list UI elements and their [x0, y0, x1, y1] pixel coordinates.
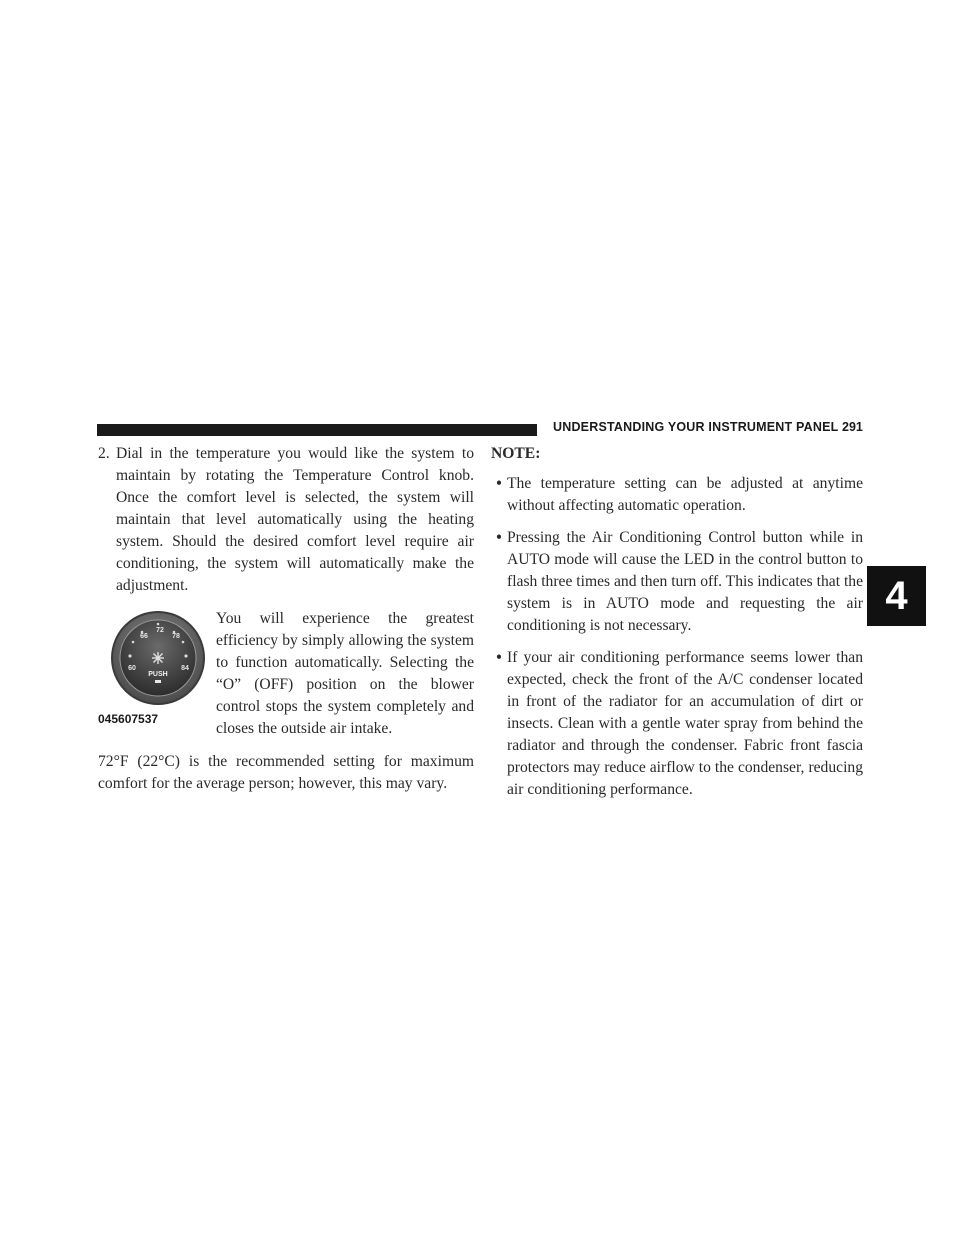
section-header-title: UNDERSTANDING YOUR INSTRUMENT PANEL	[553, 420, 839, 434]
knob-label-60: 60	[128, 665, 136, 672]
note-bullet-3	[491, 647, 863, 801]
figure-row	[98, 608, 474, 740]
step-number: 2.	[98, 445, 110, 462]
recommendation-text: 72°F (22°C) is the recommended setting for maximum comfort for the average person; however, this may vary.	[98, 753, 474, 792]
bullet-dot-icon: •	[496, 649, 502, 666]
step-2	[98, 443, 474, 597]
knob-label-84: 84	[181, 665, 189, 672]
header-rule	[97, 424, 537, 436]
note-bullet-1	[491, 473, 863, 517]
note-bullet-text: The temperature setting can be adjusted at anytime without affecting automatic operation.	[507, 475, 863, 514]
left-column	[98, 443, 474, 795]
knob-label-78: 78	[172, 633, 180, 640]
note-label: NOTE:	[491, 445, 541, 462]
fan-icon	[152, 652, 164, 664]
note-bullet-text: If your air conditioning performance seems lower than expected, check the front of the A/C condenser located in front of the radiator for an accumulation of dirt or insects. Clean with a gentle water spray from behind the radiator and through the condenser. Fabric front fascia protectors may reduce airflow to the condenser, reducing air conditioning performance.	[507, 649, 863, 798]
bullet-dot-icon: •	[496, 475, 502, 492]
note-bullet-text: Pressing the Air Conditioning Control button while in AUTO mode will cause the LED in the control button to flash three times and then turn off. This indicates that the system is in AUTO mode and requesting the air conditioning is not necessary.	[507, 529, 863, 634]
page-number: 291	[842, 420, 863, 434]
figure-description: You will experience the greatest efficiency by simply allowing the system to function automatically. Selecting the “O” (OFF) position on the blower control stops the system completely and closes the outside air intake.	[216, 610, 474, 737]
figure-id: 045607537	[98, 712, 159, 726]
step-text: Dial in the temperature you would like the system to maintain by rotating the Temperature Control knob. Once the comfort level is selected, the system will maintain that level automatically using the heating system. Should the desired comfort level require air conditioning, the system will automatically make the adjustment.	[116, 445, 474, 594]
chapter-tab: 4	[867, 566, 926, 626]
note-bullet-2	[491, 527, 863, 637]
temperature-knob-icon	[108, 608, 208, 708]
temperature-knob-figure	[98, 608, 216, 726]
right-column	[491, 443, 863, 811]
knob-label-66: 66	[140, 633, 148, 640]
bullet-dot-icon: •	[496, 529, 502, 546]
push-label: PUSH	[148, 671, 168, 678]
knob-label-72: 72	[156, 627, 164, 634]
